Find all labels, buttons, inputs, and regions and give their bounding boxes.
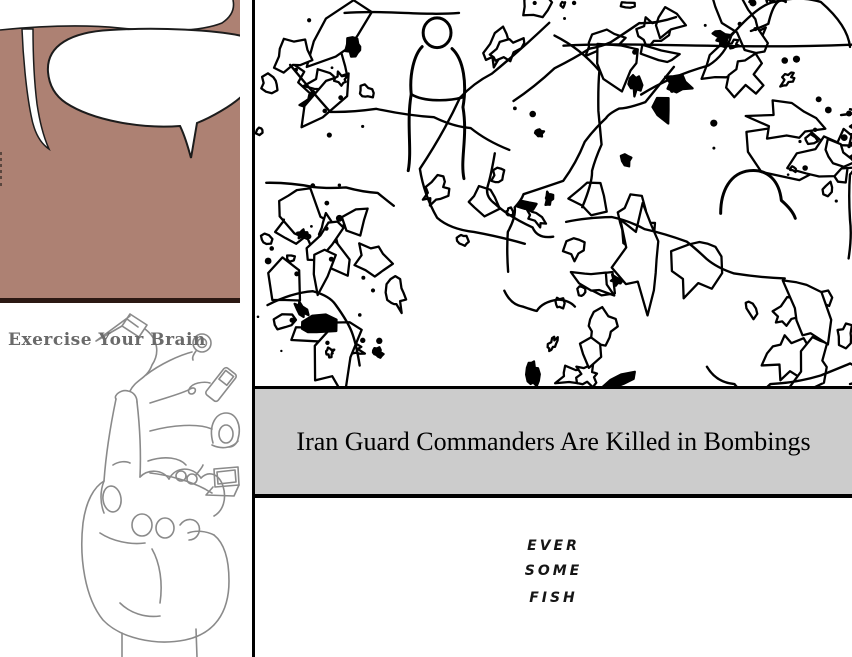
- hand-drawing: [0, 303, 252, 657]
- handwritten-caption-panel: [252, 498, 852, 657]
- exercise-your-brain-panel: [0, 303, 252, 657]
- edge-art: [255, 0, 852, 386]
- brain-panel-title: Exercise Your Brain: [8, 330, 206, 350]
- caption-line: SOME: [524, 563, 583, 579]
- headline-text: Iran Guard Commanders Are Killed in Bombings: [296, 426, 811, 456]
- person-head-icon: [211, 413, 239, 448]
- right-column: [252, 0, 852, 657]
- news-headline-banner: [252, 389, 852, 498]
- edge-detected-photo-panel: [252, 0, 852, 389]
- comic-speech-bubble-panel: [0, 0, 240, 303]
- caption-line: EVER: [527, 538, 580, 554]
- speech-bubble-art: [0, 0, 240, 298]
- fist-raised-finger-drawing: [82, 391, 229, 657]
- caption-line: FISH: [529, 590, 578, 606]
- mobile-phone-icon: [205, 367, 238, 403]
